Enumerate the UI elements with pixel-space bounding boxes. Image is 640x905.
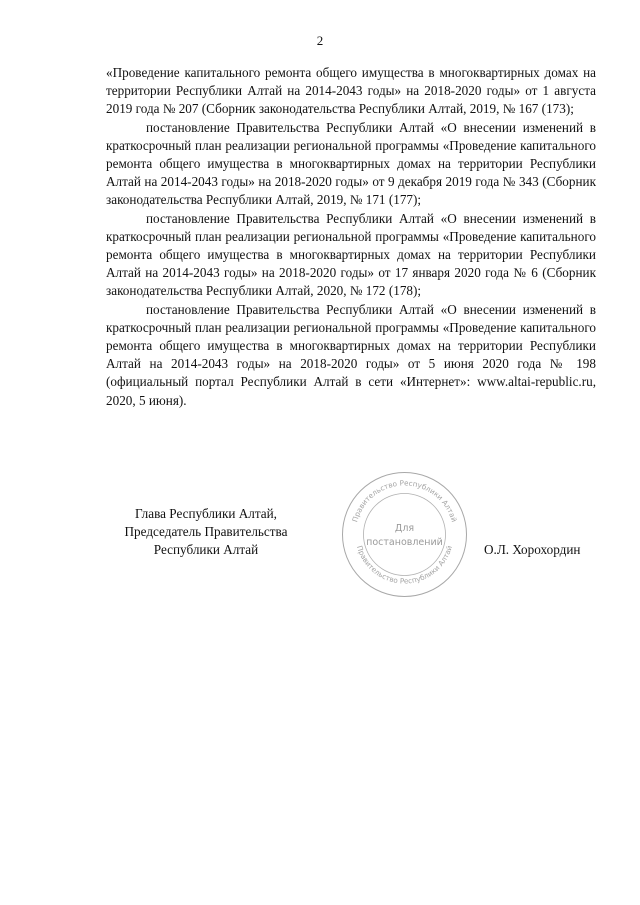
stamp-ring-text-top: Правительство Республики Алтай (350, 478, 459, 524)
stamp-seal (339, 469, 470, 600)
official-stamp (339, 469, 470, 600)
signatory-title-line: Глава Республики Алтай, (135, 506, 277, 521)
paragraph-continuation: «Проведение капитального ремонта общего имущества в многоквартирных домах на территории Республики Алтай на 2014-2043 годы» на 2018-2020 годы» от 1 августа 2019 года № 207 (Сборник законодательства Республики Алтай, 2019, № 167 (173); (106, 65, 596, 117)
paragraph-resolution-6: постановление Правительства Республики Алтай «О внесении изменений в краткосрочный план реализации региональной программы «Проведение капитального ремонта общего имущества в многоквартирных домах на территории Республики Алтай на 2014-2043 годы» на 2018-2020 годы» от 17 января 2020 года № 6 (Сборник законодательства Республики Алтай, 2020, № 172 (178); (106, 210, 596, 299)
signatory-title-line: Республики Алтай (153, 542, 259, 557)
paragraph-resolution-198: постановление Правительства Республики Алтай «О внесении изменений в краткосрочный план реализации региональной программы «Проведение капитального ремонта общего имущества в многоквартирных домах на территории Республики Алтай на 2014-2043 годы» на 2018-2020 годы» от 5 июня 2020 года № 198 (официальный портал Республики Алтай в сети «Интернет»: www.altai-republic.ru, 2020, 5 июня). (106, 301, 596, 408)
document-body (106, 64, 596, 410)
page-number: 2 (316, 33, 324, 48)
signatory-title-line: Председатель Правительства (124, 524, 288, 539)
paragraph-resolution-343: постановление Правительства Республики Алтай «О внесении изменений в краткосрочный план реализации региональной программы «Проведение капитального ремонта общего имущества в многоквартирных домах на территории Республики Алтай на 2014-2043 годы» на 2018-2020 годы» от 9 декабря 2019 года № 343 (Сборник законодательства Республики Алтай, 2019, № 171 (177); (106, 119, 596, 208)
stamp-center-line-2: постановлений (366, 537, 443, 548)
signatory-name: О.Л. Хорохордин (484, 542, 581, 557)
stamp-inner-ring (364, 494, 446, 576)
stamp-center-line-1: Для (394, 523, 415, 534)
signatory-title (106, 505, 306, 559)
stamp-ring-text-bottom: Правительство Республики Алтай (355, 544, 454, 586)
